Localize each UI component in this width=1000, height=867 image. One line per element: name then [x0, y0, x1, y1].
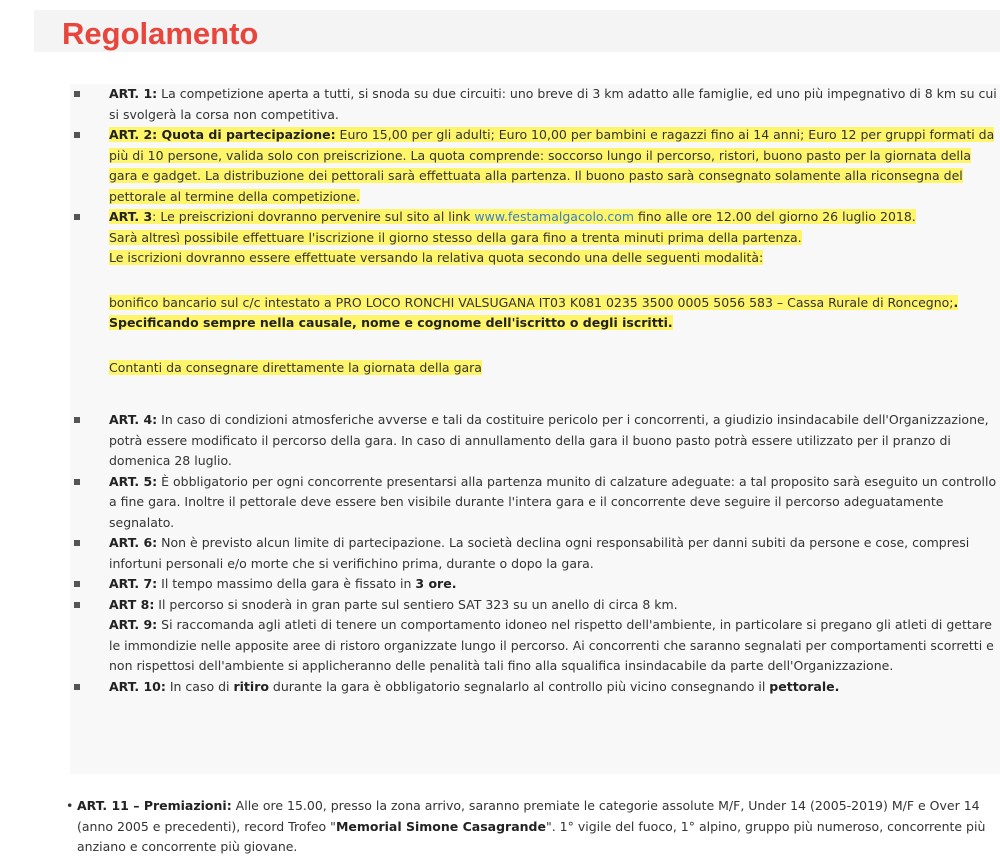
- rule-text: Alle ore 15.00, presso la zona arrivo, saranno premiate le categorie assolute M/F, Under 14 (2005-2019) M/F e Over 14 (anno 2005 e precedenti), record Trofeo ": [77, 798, 980, 834]
- rule-label: ART. 10:: [109, 678, 166, 694]
- rule-art-7: [70, 574, 1000, 595]
- rule-text: fino alle ore 12.00 del giorno 26 luglio 2018.: [634, 209, 916, 224]
- rule-text: In caso di condizioni atmosferiche avverse e tali da costituire pericolo per i concorrenti, a giudizio insindacabile dell'Organizzazione, potrà essere modificato il percorso della gara. In caso di annullamento della gara il buono pasto potrà essere utilizzato per il pranzo di domenica 28 luglio.: [109, 412, 989, 468]
- rules-list-2: [70, 410, 1000, 697]
- registration-link[interactable]: www.festamalgacolo.com: [474, 209, 635, 224]
- square-bullet-icon: [74, 132, 80, 138]
- rules-list: [70, 84, 1000, 269]
- rule-text: Euro 15,00 per gli adulti; Euro 10,00 per bambini e ragazzi fino ai 14 anni; Euro 12 per gruppi formati da più di 10 persone, valida solo con preiscrizione. La quota comprende: soccorso lungo il percorso, ristori, buono pasto per la giornata della gara e gadget. La distribuzione dei pettorali sarà effettuata alla partenza. Il buono pasto sarà consegnato solamente alla riconsegna del pettorale al termine della competizione.: [109, 127, 995, 204]
- rule-text: Si raccomanda agli atleti di tenere un comportamento idoneo nel rispetto dell'ambiente, in particolare si pregano gli atleti di gettare le immondizie nelle apposite aree di ristoro organizzate lungo il percorso. Ai concorrenti che saranno segnalati per comportamenti scorretti e non rispettosi dell'ambiente si applicheranno delle penalità tali fino alla squalifica insindacabile da parte dell'Organizzazione.: [109, 617, 994, 673]
- rule-bold: ritiro: [233, 678, 269, 694]
- rule-art-11: [64, 796, 1000, 858]
- payment-cash: [70, 358, 1000, 379]
- rule-art-8: [70, 595, 1000, 677]
- square-bullet-icon: [74, 602, 80, 608]
- rules-content: [70, 84, 1000, 774]
- rule-text: Il percorso si snoderà in gran parte sul sentiero SAT 323 su un anello di circa 8 km.: [154, 596, 678, 612]
- rule-text: È obbligatorio per ogni concorrente presentarsi alla partenza munito di calzature adeguate: a tal proposito sarà eseguito un controllo a fine gara. Inoltre il pettorale deve essere ben visibile durante l'intera gara e il concorrente deve seguire il percorso adeguatamente segnalato.: [109, 473, 997, 530]
- rule-label: ART 8:: [109, 596, 155, 612]
- rule-art-10: [70, 677, 1000, 698]
- rule-label: ART. 3: [109, 209, 153, 224]
- rule-art-5: [70, 472, 1000, 534]
- square-bullet-icon: [74, 581, 80, 587]
- rule-text: Le iscrizioni dovranno essere effettuate versando la relativa quota secondo una delle seguenti modalità:: [109, 250, 764, 265]
- rule-label: ART. 11 – Premiazioni:: [77, 798, 232, 813]
- bank-text: bonifico bancario sul c/c intestato a PRO LOCO RONCHI VALSUGANA IT03 K081 0235 3500 0005 5056 583 – Cassa Rurale di Roncegno;: [109, 294, 954, 310]
- rule-label: ART. 4:: [109, 412, 158, 427]
- rule-label: ART. 6:: [109, 535, 158, 550]
- square-bullet-icon: [74, 540, 80, 546]
- page-title: Regolamento: [62, 16, 259, 51]
- rule-label: ART. 2: Quota di partecipazione:: [109, 127, 336, 142]
- square-bullet-icon: [74, 91, 80, 97]
- dot-bullet-icon: •: [66, 798, 74, 813]
- cash-text: Contanti da consegnare direttamente la giornata della gara: [109, 359, 482, 375]
- rule-text: Il tempo massimo della gara è fissato in: [157, 576, 416, 591]
- rule-label: ART. 7:: [109, 576, 158, 591]
- rule-text: ". 1° vigile del fuoco, 1° alpino, gruppo più numeroso, concorrente più anziano e concorrente più giovane.: [77, 818, 986, 854]
- rule-bold: Memorial Simone Casagrande: [335, 818, 546, 834]
- rule-text: Non è previsto alcun limite di partecipazione. La società declina ogni responsabilità per danni subiti da persone e cose, compresi infortuni personali e/o morte che si verifichino prima, durante o dopo la gara.: [109, 535, 970, 571]
- square-bullet-icon: [74, 684, 80, 690]
- square-bullet-icon: [74, 214, 80, 220]
- rule-bold: pettorale.: [769, 678, 840, 694]
- rule-art-3: [70, 207, 1000, 269]
- rule-art-2: [70, 125, 1000, 207]
- payment-bank: [70, 293, 1000, 334]
- rule-art-4: [70, 410, 1000, 472]
- rule-art-1: [70, 84, 1000, 125]
- title-bar: [34, 10, 1000, 52]
- square-bullet-icon: [74, 417, 80, 423]
- rule-label: ART. 5:: [109, 473, 158, 489]
- rule-text: : Le preiscrizioni dovranno pervenire sul sito al link: [152, 209, 475, 224]
- rule-bold: 3 ore.: [415, 576, 457, 591]
- rule-art-6: [70, 533, 1000, 574]
- rule-text: In caso di: [165, 678, 234, 694]
- rule-text: durante la gara è obbligatorio segnalarlo al controllo più vicino consegnando il: [268, 678, 770, 694]
- rule-text: Sarà altresì possibile effettuare l'iscrizione il giorno stesso della gara fino a trenta minuti prima della partenza.: [109, 229, 802, 245]
- square-bullet-icon: [74, 479, 80, 485]
- bank-bold: . Specificando sempre nella causale, nome e cognome dell'iscritto o degli iscritti.: [109, 294, 959, 330]
- rule-label: ART. 1:: [109, 86, 158, 101]
- rule-label: ART. 9:: [109, 617, 158, 632]
- rule-text: La competizione aperta a tutti, si snoda su due circuiti: uno breve di 3 km adatto alle famiglie, ed uno più impegnativo di 8 km su cui si svolgerà la corsa non competitiva.: [109, 86, 997, 122]
